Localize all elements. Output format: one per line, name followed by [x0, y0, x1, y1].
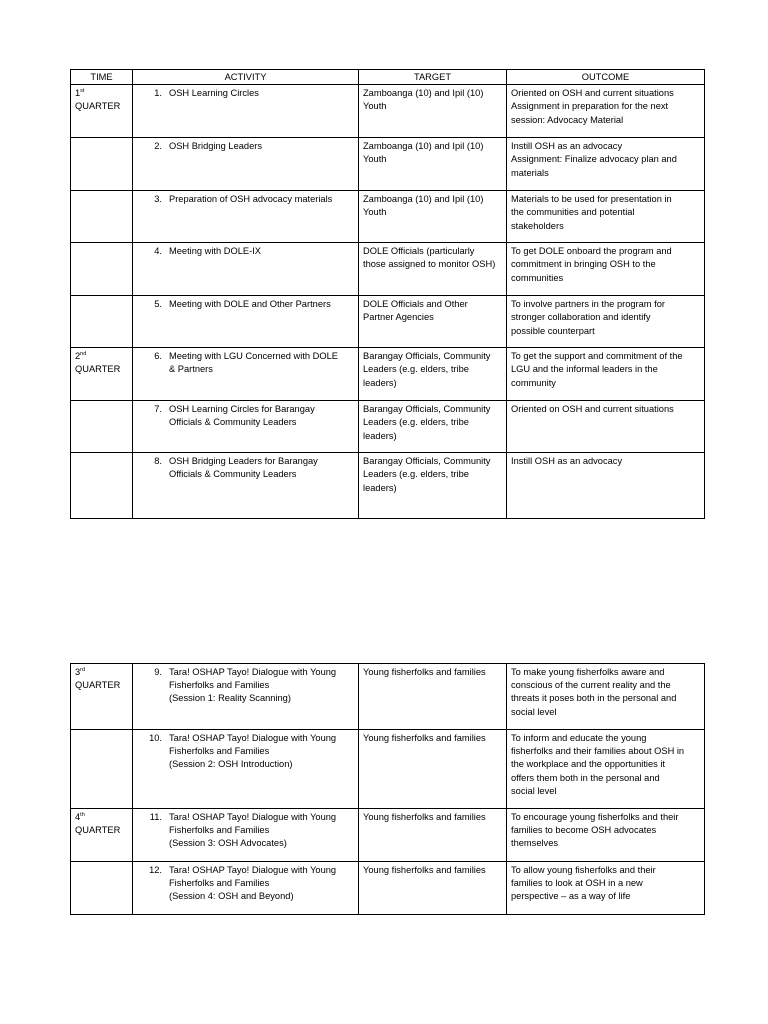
activity-line: Meeting with DOLE and Other Partners: [169, 299, 331, 310]
activity-text: [169, 193, 355, 206]
outcome-line: LGU and the informal leaders in the: [511, 364, 658, 375]
outcome-line: communities: [511, 272, 564, 283]
table-row: [71, 664, 705, 730]
target-cell: [359, 138, 507, 191]
activity-number: 11.: [149, 812, 162, 822]
quarter-cell: 4th QUARTER: [71, 809, 133, 862]
activity-line: Tara! OSHAP Tayo! Dialogue with Young: [169, 865, 337, 875]
outcome-line: Assignment in preparation for the next: [511, 101, 669, 112]
activity-text: [169, 87, 355, 100]
quarter-cell: 3rd QUARTER: [71, 664, 133, 730]
activity-number: 7.: [154, 404, 162, 415]
outcome-line: To involve partners in the program for: [511, 299, 665, 310]
activity-line: (Session 4: OSH and Beyond): [169, 891, 294, 902]
outcome-line: To get the support and commitment of the: [511, 351, 683, 362]
outcome-line: perspective – as a way of life: [511, 891, 631, 902]
activity-cell: [133, 85, 359, 138]
outcome-line: the communities and potential: [511, 207, 635, 218]
activity-cell: [133, 191, 359, 243]
outcome-cell: [507, 862, 705, 915]
activity-cell: [133, 243, 359, 296]
outcome-line: conscious of the current reality and the: [511, 680, 671, 691]
outcome-cell: [507, 664, 705, 730]
activity-number: 5.: [154, 299, 162, 310]
target-line: leaders): [363, 377, 397, 388]
target-line: Youth: [363, 101, 387, 112]
time-cell: [71, 191, 133, 243]
outcome-line: session: Advocacy Material: [511, 114, 624, 125]
target-line: Youth: [363, 207, 387, 218]
target-cell: [359, 243, 507, 296]
target-cell: [359, 401, 507, 453]
activity-line: Tara! OSHAP Tayo! Dialogue with Young: [169, 812, 337, 822]
outcome-line: Materials to be used for presentation in: [511, 194, 672, 205]
header-target: TARGET: [359, 70, 507, 85]
outcome-line: To encourage young fisherfolks and their: [511, 812, 679, 822]
activity-cell: [133, 138, 359, 191]
target-line: Young fisherfolks and families: [363, 667, 486, 677]
target-line: Leaders (e.g. elders, tribe: [363, 417, 469, 428]
quarter-cell: 2nd QUARTER: [71, 348, 133, 401]
activity-plan-table-part-1: [70, 69, 705, 519]
header-time: TIME: [71, 70, 133, 85]
outcome-line: fisherfolks and their families about OSH in: [511, 746, 685, 757]
outcome-cell: [507, 191, 705, 243]
activity-text: [169, 732, 355, 772]
outcome-line: stakeholders: [511, 220, 564, 231]
activity-cell: [133, 348, 359, 401]
target-line: Zamboanga (10) and Ipil (10): [363, 194, 484, 205]
outcome-cell: [507, 809, 705, 862]
activity-line: Fisherfolks and Families: [169, 825, 270, 836]
header-outcome: OUTCOME: [507, 70, 705, 85]
outcome-line: To make young fisherfolks aware and: [511, 667, 665, 677]
outcome-line: threats it poses both in the personal and: [511, 693, 677, 704]
quarter-cell: 1st QUARTER: [71, 85, 133, 138]
target-cell: [359, 453, 507, 519]
outcome-line: commitment in bringing OSH to the: [511, 259, 656, 270]
target-line: leaders): [363, 482, 397, 493]
activity-line: Fisherfolks and Families: [169, 878, 270, 889]
activity-text: [169, 864, 355, 904]
outcome-line: Assignment: Finalize advocacy plan and: [511, 154, 677, 165]
outcome-cell: [507, 401, 705, 453]
activity-cell: [133, 296, 359, 348]
activity-line: Meeting with DOLE-IX: [169, 246, 261, 257]
target-line: Zamboanga (10) and Ipil (10): [363, 88, 484, 99]
outcome-line: Oriented on OSH and current situations: [511, 404, 674, 415]
activity-text: [169, 350, 355, 376]
outcome-line: themselves: [511, 838, 559, 849]
outcome-cell: [507, 138, 705, 191]
header-activity: ACTIVITY: [133, 70, 359, 85]
outcome-cell: [507, 730, 705, 809]
time-cell: [71, 296, 133, 348]
target-line: Zamboanga (10) and Ipil (10): [363, 141, 484, 152]
activity-text: [169, 140, 355, 153]
target-line: Young fisherfolks and families: [363, 812, 486, 822]
activity-number: 3.: [154, 194, 162, 205]
activity-number: 2.: [154, 141, 162, 152]
target-line: those assigned to monitor OSH): [363, 259, 496, 270]
target-cell: [359, 348, 507, 401]
activity-line: Officials & Community Leaders: [169, 469, 297, 480]
activity-cell: [133, 401, 359, 453]
target-line: DOLE Officials (particularly: [363, 246, 475, 257]
target-line: Barangay Officials, Community: [363, 404, 491, 415]
outcome-line: social level: [511, 706, 557, 717]
target-line: Leaders (e.g. elders, tribe: [363, 364, 469, 375]
target-cell: [359, 730, 507, 809]
outcome-line: materials: [511, 167, 549, 178]
outcome-line: community: [511, 377, 556, 388]
activity-cell: [133, 862, 359, 915]
activity-number: 12.: [149, 865, 162, 875]
target-cell: [359, 296, 507, 348]
target-line: Leaders (e.g. elders, tribe: [363, 469, 469, 480]
activity-line: OSH Learning Circles for Barangay: [169, 404, 315, 415]
table-row: [71, 453, 705, 519]
activity-text: [169, 666, 355, 706]
activity-line: Preparation of OSH advocacy materials: [169, 194, 333, 205]
activity-line: Fisherfolks and Families: [169, 746, 270, 757]
activity-line: Tara! OSHAP Tayo! Dialogue with Young: [169, 733, 337, 743]
target-cell: [359, 809, 507, 862]
table-row: [71, 809, 705, 862]
outcome-line: To allow young fisherfolks and their: [511, 865, 656, 875]
activity-line: OSH Learning Circles: [169, 88, 259, 99]
activity-line: OSH Bridging Leaders for Barangay: [169, 456, 318, 467]
time-cell: [71, 453, 133, 519]
outcome-line: families to look at OSH in a new: [511, 878, 643, 889]
activity-line: (Session 1: Reality Scanning): [169, 693, 291, 704]
target-line: Barangay Officials, Community: [363, 351, 491, 362]
time-cell: [71, 401, 133, 453]
target-line: leaders): [363, 430, 397, 441]
activity-cell: [133, 453, 359, 519]
table-row: [71, 243, 705, 296]
activity-line: Meeting with LGU Concerned with DOLE: [169, 351, 338, 362]
activity-line: Tara! OSHAP Tayo! Dialogue with Young: [169, 667, 337, 677]
activity-line: (Session 3: OSH Advocates): [169, 838, 287, 849]
activity-number: 1.: [154, 88, 162, 99]
target-cell: [359, 862, 507, 915]
time-cell: [71, 862, 133, 915]
outcome-line: To inform and educate the young: [511, 733, 647, 743]
activity-line: & Partners: [169, 364, 213, 375]
activity-number: 9.: [154, 667, 162, 677]
target-line: Partner Agencies: [363, 312, 434, 323]
time-cell: [71, 138, 133, 191]
table-header-row: [71, 70, 705, 85]
outcome-line: families to become OSH advocates: [511, 825, 657, 836]
activity-text: [169, 455, 355, 481]
table-row: [71, 862, 705, 915]
activity-line: (Session 2: OSH Introduction): [169, 759, 293, 770]
outcome-cell: [507, 453, 705, 519]
target-cell: [359, 85, 507, 138]
target-line: Barangay Officials, Community: [363, 456, 491, 467]
activity-plan-table-part-2: [70, 663, 705, 915]
activity-number: 6.: [154, 351, 162, 362]
target-line: Young fisherfolks and families: [363, 733, 486, 743]
table-row: [71, 138, 705, 191]
outcome-line: To get DOLE onboard the program and: [511, 246, 672, 257]
activity-cell: [133, 730, 359, 809]
outcome-cell: [507, 243, 705, 296]
table-row: [71, 730, 705, 809]
activity-cell: [133, 664, 359, 730]
table-row: [71, 401, 705, 453]
table-row: [71, 85, 705, 138]
target-cell: [359, 191, 507, 243]
activity-text: [169, 298, 355, 311]
outcome-cell: [507, 296, 705, 348]
outcome-line: offers them both in the personal and: [511, 772, 660, 783]
outcome-cell: [507, 348, 705, 401]
activity-number: 10.: [149, 733, 162, 743]
activity-text: [169, 403, 355, 429]
outcome-line: Instill OSH as an advocacy: [511, 456, 623, 467]
activity-line: OSH Bridging Leaders: [169, 141, 263, 152]
target-line: Young fisherfolks and families: [363, 865, 486, 875]
table-row: [71, 191, 705, 243]
table-row: [71, 348, 705, 401]
outcome-cell: [507, 85, 705, 138]
time-cell: [71, 730, 133, 809]
activity-number: 4.: [154, 246, 162, 257]
target-line: DOLE Officials and Other: [363, 299, 468, 310]
outcome-line: social level: [511, 785, 557, 796]
outcome-line: Oriented on OSH and current situations: [511, 88, 674, 99]
target-line: Youth: [363, 154, 387, 165]
activity-number: 8.: [154, 456, 162, 467]
activity-text: [169, 811, 355, 851]
time-cell: [71, 243, 133, 296]
table-row: [71, 296, 705, 348]
target-cell: [359, 664, 507, 730]
outcome-line: possible counterpart: [511, 325, 595, 336]
activity-line: Fisherfolks and Families: [169, 680, 270, 691]
activity-text: [169, 245, 355, 258]
activity-cell: [133, 809, 359, 862]
activity-line: Officials & Community Leaders: [169, 417, 297, 428]
outcome-line: Instill OSH as an advocacy: [511, 141, 623, 152]
outcome-line: the workplace and the opportunities it: [511, 759, 666, 770]
outcome-line: stronger collaboration and identify: [511, 312, 651, 323]
